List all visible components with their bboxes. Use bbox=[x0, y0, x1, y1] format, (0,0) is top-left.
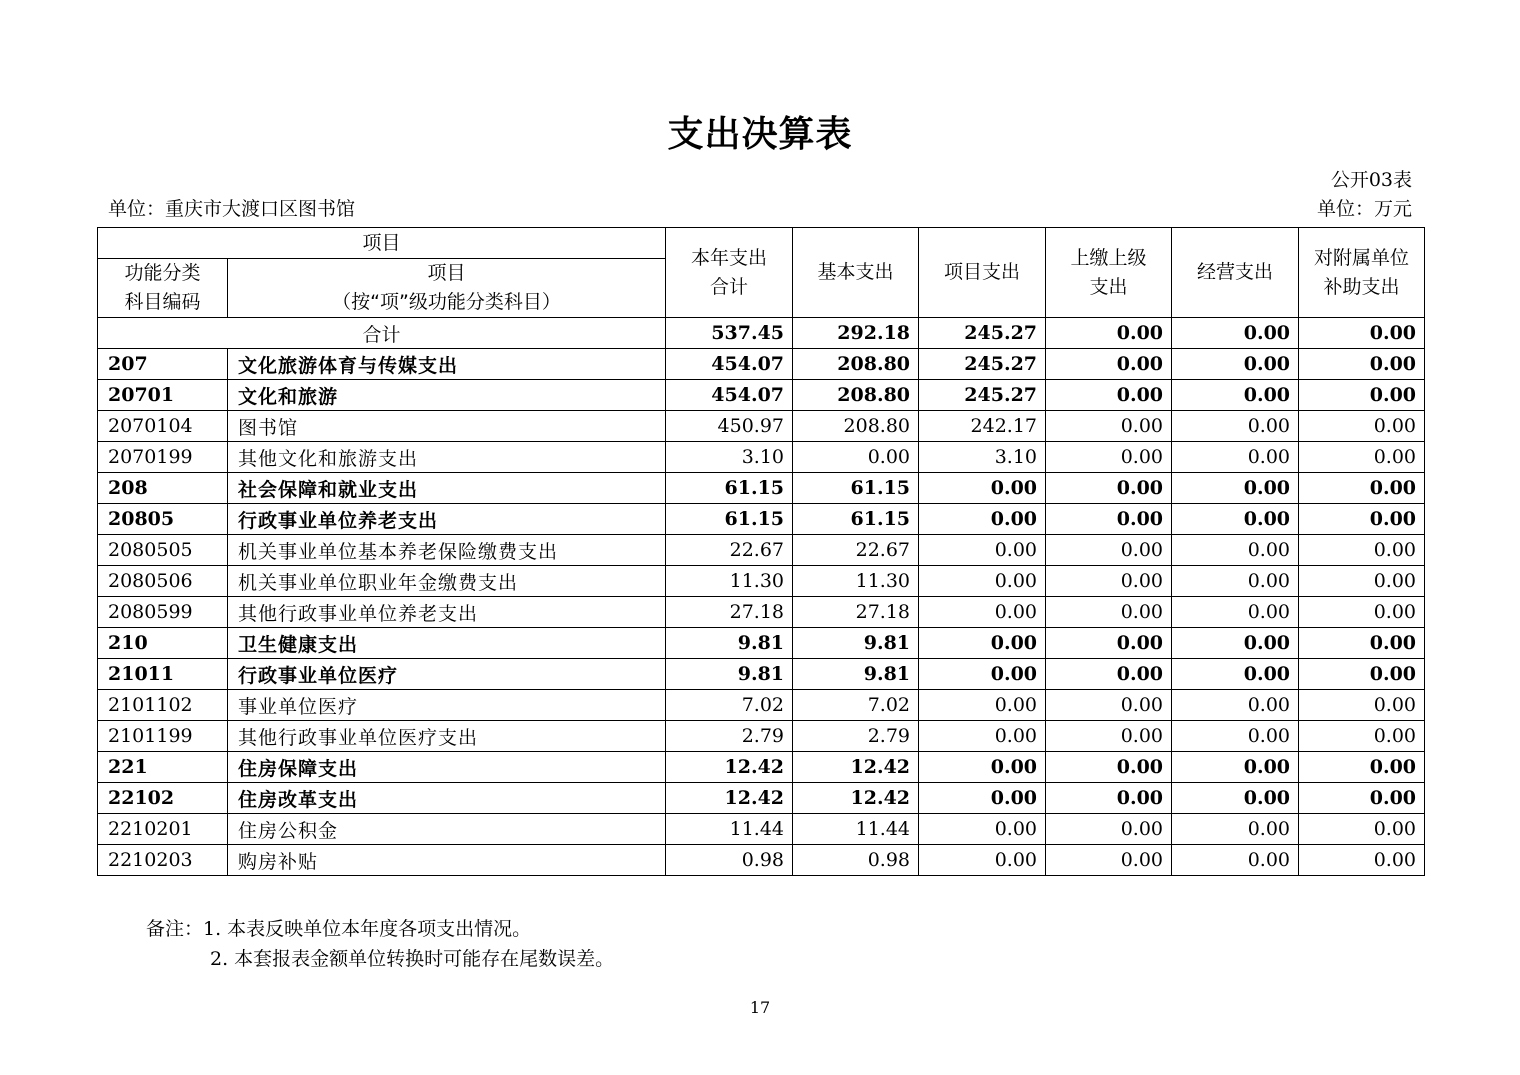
row-value: 0.00 bbox=[1046, 628, 1172, 659]
row-value: 0.00 bbox=[1172, 659, 1299, 690]
row-value: 0.98 bbox=[793, 845, 919, 876]
currency-unit: 单位：万元 bbox=[1316, 198, 1412, 220]
row-name: 住房改革支出 bbox=[228, 783, 666, 814]
row-value: 242.17 bbox=[919, 411, 1046, 442]
row-value: 0.00 bbox=[1299, 535, 1425, 566]
row-code: 21011 bbox=[98, 659, 228, 690]
row-name: 住房公积金 bbox=[228, 814, 666, 845]
row-value: 0.00 bbox=[1046, 814, 1172, 845]
row-value: 7.02 bbox=[793, 690, 919, 721]
header-code bbox=[98, 259, 228, 318]
row-value: 0.00 bbox=[1046, 845, 1172, 876]
header-code-line1: 功能分类 bbox=[124, 262, 201, 284]
row-value: 0.00 bbox=[919, 473, 1046, 504]
row-name: 其他文化和旅游支出 bbox=[228, 442, 666, 473]
header-code-line2: 科目编码 bbox=[124, 291, 201, 313]
row-code: 2080599 bbox=[98, 597, 228, 628]
note-line-2: 2. 本套报表金额单位转换时可能存在尾数误差。 bbox=[210, 948, 615, 970]
row-value: 0.00 bbox=[1299, 380, 1425, 411]
total-value: 292.18 bbox=[793, 318, 919, 349]
row-value: 0.00 bbox=[1046, 380, 1172, 411]
row-value: 0.00 bbox=[1046, 752, 1172, 783]
header-subsidy-line1: 对附属单位 bbox=[1314, 246, 1410, 269]
row-value: 61.15 bbox=[666, 473, 793, 504]
row-value: 0.00 bbox=[919, 752, 1046, 783]
header-item-group: 项目 bbox=[98, 228, 666, 259]
row-name: 社会保障和就业支出 bbox=[228, 473, 666, 504]
row-value: 12.42 bbox=[666, 783, 793, 814]
row-name: 机关事业单位职业年金缴费支出 bbox=[228, 566, 666, 597]
data-rows bbox=[98, 349, 1425, 876]
row-value: 454.07 bbox=[666, 349, 793, 380]
row-value: 12.42 bbox=[666, 752, 793, 783]
row-value: 454.07 bbox=[666, 380, 793, 411]
row-value: 9.81 bbox=[666, 628, 793, 659]
row-value: 9.81 bbox=[793, 659, 919, 690]
row-value: 27.18 bbox=[793, 597, 919, 628]
table-row bbox=[98, 783, 1425, 814]
row-code: 20701 bbox=[98, 380, 228, 411]
table-row bbox=[98, 473, 1425, 504]
table-row bbox=[98, 504, 1425, 535]
row-value: 0.00 bbox=[1299, 504, 1425, 535]
table-row bbox=[98, 845, 1425, 876]
row-value: 208.80 bbox=[793, 411, 919, 442]
row-code: 2070104 bbox=[98, 411, 228, 442]
row-value: 0.00 bbox=[1299, 566, 1425, 597]
row-value: 0.00 bbox=[1299, 783, 1425, 814]
table-row bbox=[98, 721, 1425, 752]
row-value: 0.00 bbox=[1046, 597, 1172, 628]
expenditure-table bbox=[97, 227, 1425, 876]
table-row bbox=[98, 690, 1425, 721]
row-name: 购房补贴 bbox=[228, 845, 666, 876]
header-total bbox=[666, 228, 793, 318]
row-value: 0.00 bbox=[1172, 535, 1299, 566]
row-code: 210 bbox=[98, 628, 228, 659]
row-value: 0.00 bbox=[1046, 535, 1172, 566]
row-code: 22102 bbox=[98, 783, 228, 814]
row-name: 卫生健康支出 bbox=[228, 628, 666, 659]
row-value: 0.00 bbox=[1046, 721, 1172, 752]
row-value: 7.02 bbox=[666, 690, 793, 721]
row-name: 文化旅游体育与传媒支出 bbox=[228, 349, 666, 380]
row-value: 0.00 bbox=[1046, 783, 1172, 814]
row-value: 0.00 bbox=[1046, 473, 1172, 504]
row-code: 208 bbox=[98, 473, 228, 504]
header-name-line1: 项目 bbox=[427, 262, 466, 284]
row-value: 0.00 bbox=[1299, 597, 1425, 628]
header-name bbox=[228, 259, 666, 318]
row-value: 0.00 bbox=[1172, 721, 1299, 752]
row-value: 0.00 bbox=[1172, 628, 1299, 659]
row-value: 9.81 bbox=[793, 628, 919, 659]
row-value: 0.00 bbox=[1172, 597, 1299, 628]
header-upper bbox=[1046, 228, 1172, 318]
row-value: 0.00 bbox=[1172, 845, 1299, 876]
row-name: 机关事业单位基本养老保险缴费支出 bbox=[228, 535, 666, 566]
row-value: 0.00 bbox=[1172, 783, 1299, 814]
row-value: 0.00 bbox=[1172, 504, 1299, 535]
row-value: 245.27 bbox=[919, 380, 1046, 411]
row-value: 22.67 bbox=[793, 535, 919, 566]
row-value: 0.00 bbox=[1299, 349, 1425, 380]
header-subsidy-line2: 补助支出 bbox=[1323, 275, 1400, 298]
row-value: 61.15 bbox=[666, 504, 793, 535]
row-code: 20805 bbox=[98, 504, 228, 535]
row-name: 事业单位医疗 bbox=[228, 690, 666, 721]
row-value: 450.97 bbox=[666, 411, 793, 442]
table-row bbox=[98, 411, 1425, 442]
page-title: 支出决算表 bbox=[667, 114, 853, 155]
row-value: 3.10 bbox=[666, 442, 793, 473]
row-value: 11.30 bbox=[793, 566, 919, 597]
row-value: 0.00 bbox=[919, 628, 1046, 659]
table-row bbox=[98, 566, 1425, 597]
row-value: 0.00 bbox=[919, 504, 1046, 535]
row-code: 2101102 bbox=[98, 690, 228, 721]
table-row bbox=[98, 380, 1425, 411]
row-value: 0.00 bbox=[1172, 752, 1299, 783]
row-value: 27.18 bbox=[666, 597, 793, 628]
table-row bbox=[98, 814, 1425, 845]
header-subsidy bbox=[1299, 228, 1425, 318]
row-value: 0.00 bbox=[919, 721, 1046, 752]
table-row bbox=[98, 442, 1425, 473]
row-value: 0.00 bbox=[1046, 411, 1172, 442]
row-name: 住房保障支出 bbox=[228, 752, 666, 783]
row-value: 0.00 bbox=[1046, 690, 1172, 721]
row-name: 其他行政事业单位养老支出 bbox=[228, 597, 666, 628]
row-name: 行政事业单位养老支出 bbox=[228, 504, 666, 535]
row-value: 0.00 bbox=[1299, 411, 1425, 442]
row-value: 0.00 bbox=[919, 597, 1046, 628]
row-value: 0.00 bbox=[1299, 628, 1425, 659]
row-value: 11.44 bbox=[666, 814, 793, 845]
row-value: 245.27 bbox=[919, 349, 1046, 380]
row-value: 0.00 bbox=[1299, 473, 1425, 504]
form-number: 公开03表 bbox=[1330, 169, 1412, 191]
reporting-unit: 单位：重庆市大渡口区图书馆 bbox=[108, 198, 356, 220]
row-value: 0.00 bbox=[1172, 442, 1299, 473]
row-value: 0.00 bbox=[919, 783, 1046, 814]
row-value: 0.00 bbox=[1172, 349, 1299, 380]
row-value: 12.42 bbox=[793, 752, 919, 783]
row-value: 0.00 bbox=[919, 566, 1046, 597]
header-name-line2: （按“项”级功能分类科目） bbox=[332, 291, 561, 313]
row-value: 0.00 bbox=[919, 845, 1046, 876]
total-value: 0.00 bbox=[1046, 318, 1172, 349]
row-value: 0.00 bbox=[1299, 442, 1425, 473]
row-value: 0.00 bbox=[919, 659, 1046, 690]
row-name: 行政事业单位医疗 bbox=[228, 659, 666, 690]
row-name: 图书馆 bbox=[228, 411, 666, 442]
total-value: 537.45 bbox=[666, 318, 793, 349]
row-value: 11.44 bbox=[793, 814, 919, 845]
row-value: 0.00 bbox=[1299, 845, 1425, 876]
row-value: 61.15 bbox=[793, 473, 919, 504]
row-value: 0.00 bbox=[919, 814, 1046, 845]
row-value: 12.42 bbox=[793, 783, 919, 814]
row-code: 2070199 bbox=[98, 442, 228, 473]
row-value: 0.00 bbox=[1046, 566, 1172, 597]
table-row bbox=[98, 349, 1425, 380]
row-value: 0.00 bbox=[1172, 690, 1299, 721]
row-value: 0.00 bbox=[919, 535, 1046, 566]
table-row bbox=[98, 752, 1425, 783]
row-value: 0.98 bbox=[666, 845, 793, 876]
row-value: 208.80 bbox=[793, 380, 919, 411]
header-total-line2: 合计 bbox=[710, 275, 749, 298]
table-row bbox=[98, 597, 1425, 628]
header-basic: 基本支出 bbox=[793, 228, 919, 318]
row-value: 61.15 bbox=[793, 504, 919, 535]
row-value: 0.00 bbox=[1046, 349, 1172, 380]
row-value: 0.00 bbox=[1299, 814, 1425, 845]
row-value: 0.00 bbox=[1299, 690, 1425, 721]
row-code: 221 bbox=[98, 752, 228, 783]
row-value: 0.00 bbox=[1172, 566, 1299, 597]
table-row bbox=[98, 659, 1425, 690]
row-value: 0.00 bbox=[1172, 814, 1299, 845]
row-value: 0.00 bbox=[1046, 504, 1172, 535]
row-value: 3.10 bbox=[919, 442, 1046, 473]
total-value: 245.27 bbox=[919, 318, 1046, 349]
header-total-line1: 本年支出 bbox=[691, 246, 768, 269]
header-upper-line1: 上缴上级 bbox=[1070, 246, 1147, 269]
row-value: 0.00 bbox=[1172, 473, 1299, 504]
row-code: 2210201 bbox=[98, 814, 228, 845]
row-value: 208.80 bbox=[793, 349, 919, 380]
note-line-1: 备注：1. 本表反映单位本年度各项支出情况。 bbox=[146, 918, 532, 940]
row-value: 0.00 bbox=[1299, 659, 1425, 690]
row-value: 0.00 bbox=[1046, 659, 1172, 690]
row-value: 22.67 bbox=[666, 535, 793, 566]
header-operating: 经营支出 bbox=[1172, 228, 1299, 318]
row-code: 2101199 bbox=[98, 721, 228, 752]
row-value: 9.81 bbox=[666, 659, 793, 690]
row-code: 2210203 bbox=[98, 845, 228, 876]
row-value: 0.00 bbox=[919, 690, 1046, 721]
table-row bbox=[98, 535, 1425, 566]
table-row bbox=[98, 628, 1425, 659]
total-label: 合计 bbox=[98, 318, 666, 349]
row-code: 2080505 bbox=[98, 535, 228, 566]
total-value: 0.00 bbox=[1299, 318, 1425, 349]
row-name: 文化和旅游 bbox=[228, 380, 666, 411]
row-name: 其他行政事业单位医疗支出 bbox=[228, 721, 666, 752]
row-value: 0.00 bbox=[1172, 411, 1299, 442]
row-value: 0.00 bbox=[1299, 721, 1425, 752]
notes bbox=[146, 914, 614, 974]
total-value: 0.00 bbox=[1172, 318, 1299, 349]
header-project: 项目支出 bbox=[919, 228, 1046, 318]
row-value: 0.00 bbox=[1046, 442, 1172, 473]
row-code: 2080506 bbox=[98, 566, 228, 597]
row-value: 0.00 bbox=[793, 442, 919, 473]
row-code: 207 bbox=[98, 349, 228, 380]
total-row bbox=[98, 318, 1425, 349]
row-value: 2.79 bbox=[666, 721, 793, 752]
page-number: 17 bbox=[749, 998, 771, 1017]
row-value: 11.30 bbox=[666, 566, 793, 597]
row-value: 0.00 bbox=[1172, 380, 1299, 411]
header-upper-line2: 支出 bbox=[1089, 275, 1128, 298]
row-value: 2.79 bbox=[793, 721, 919, 752]
row-value: 0.00 bbox=[1299, 752, 1425, 783]
